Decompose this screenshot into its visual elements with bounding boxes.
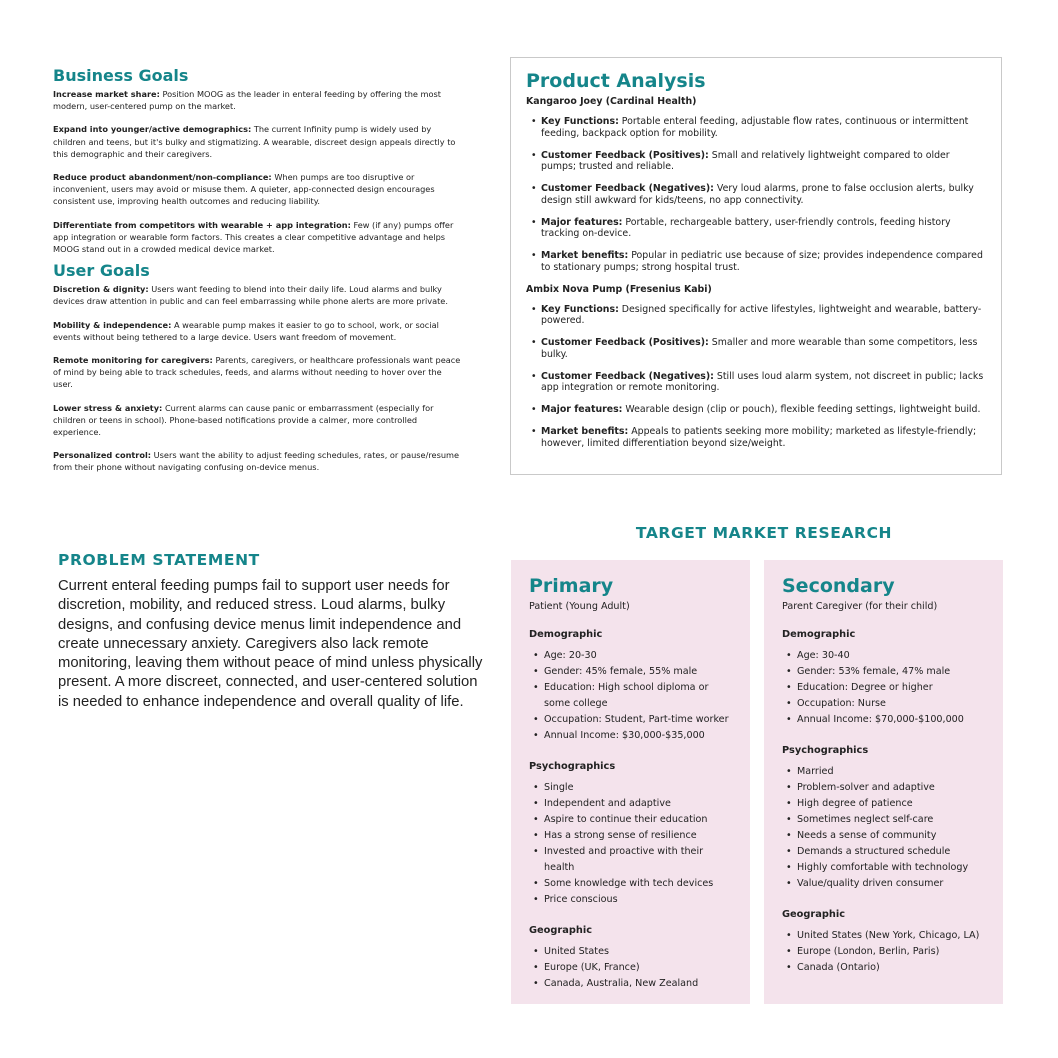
segment-subtitle: Parent Caregiver (for their child) xyxy=(782,601,938,612)
list-item: • Annual Income: $30,000-$35,000 xyxy=(529,728,732,744)
business-goal-item: Increase market share: Position MOOG as the leader in enteral feeding by offering the most modern, user-centered pump on the market. xyxy=(53,89,441,112)
psychographics-list xyxy=(529,780,732,908)
list-item: • Market benefits: Popular in pediatric use because of size; provides independence compared to stationary pumps; strong hospital trust. xyxy=(526,250,987,273)
segment-title: Primary xyxy=(529,575,614,597)
business-goals-list xyxy=(53,88,463,255)
product-analysis-box xyxy=(510,57,1002,475)
user-goal-item: Discretion & dignity: Users want feeding to blend into their daily life. Loud alarms and bulky devices draw attention in public and can feel embarrassing while phone alerts are more private. xyxy=(53,284,448,307)
list-item: • Key Functions: Portable enteral feeding, adjustable flow rates, continuous or intermittent feeding, backpack option for mobility. xyxy=(526,116,987,139)
product-name: Kangaroo Joey (Cardinal Health) xyxy=(526,96,697,107)
list-item: • Key Functions: Designed specifically for active lifestyles, lightweight and wearable, battery-powered. xyxy=(526,304,987,327)
user-goal-item: Lower stress & anxiety: Current alarms can cause panic or embarrassment (especially for children or teens in school). Phone-based notifications provide a calmer, more controlled experience. xyxy=(53,402,434,438)
list-item: • Independent and adaptive xyxy=(529,796,732,812)
list-item: • Aspire to continue their education xyxy=(529,812,732,828)
list-item: • Canada, Australia, New Zealand xyxy=(529,976,732,992)
list-item: • High degree of patience xyxy=(782,796,985,812)
list-item: • United States xyxy=(529,944,732,960)
list-item: • Age: 20-30 xyxy=(529,648,732,664)
problem-statement-section xyxy=(58,549,488,712)
list-item: • Major features: Portable, rechargeable battery, user-friendly controls, feeding history tracking on-device. xyxy=(526,217,987,240)
user-goals-title: User Goals xyxy=(53,261,150,281)
list-item: • Canada (Ontario) xyxy=(782,960,985,976)
list-item: • Europe (UK, France) xyxy=(529,960,732,976)
list-item: • Sometimes neglect self-care xyxy=(782,812,985,828)
segment-title: Secondary xyxy=(782,575,895,597)
geographic-list xyxy=(529,944,732,992)
product-analysis-title: Product Analysis xyxy=(526,70,706,92)
business-goal-item: Reduce product abandonment/non-compliance: When pumps are too disruptive or inconvenient, users may avoid or misuse them. A quieter, app-connected design encourages consistent use, improving health outcomes and reducing liability. xyxy=(53,172,435,207)
primary-segment-card xyxy=(511,560,750,1004)
user-goals-list xyxy=(53,283,463,473)
list-item: • Customer Feedback (Negatives): Very loud alarms, prone to false occlusion alerts, bulky design still awkward for kids/teens, no app connectivity. xyxy=(526,183,987,206)
list-item: • Has a strong sense of resilience xyxy=(529,828,732,844)
list-item: • Some knowledge with tech devices xyxy=(529,876,732,892)
list-item: • Major features: Wearable design (clip or pouch), flexible feeding settings, lightweight build. xyxy=(526,404,987,416)
list-item: • Customer Feedback (Positives): Smaller and more wearable than some competitors, less bulky. xyxy=(526,337,987,360)
goals-section xyxy=(53,66,463,485)
demographic-heading: Demographic xyxy=(782,629,856,640)
psychographics-list xyxy=(782,764,985,892)
product-feature-list xyxy=(526,116,987,273)
problem-statement-text: Current enteral feeding pumps fail to support user needs for discretion, mobility, and reduced stress. Loud alarms, bulky designs, and confusing device menus limit independence and create unnecessary anxiety. Caregivers also lack remote monitoring, leaving them without peace of mind unless physically present. A more discreet, connected, and user-centered solution is needed to enhance independence and overall quality of life. xyxy=(58,578,483,710)
list-item: • Price conscious xyxy=(529,892,732,908)
list-item: • Demands a structured schedule xyxy=(782,844,985,860)
geographic-heading: Geographic xyxy=(529,925,593,936)
list-item: • Single xyxy=(529,780,732,796)
secondary-segment-card xyxy=(764,560,1003,1004)
problem-statement-title: PROBLEM STATEMENT xyxy=(58,551,260,569)
list-item: • Customer Feedback (Positives): Small and relatively lightweight compared to older pumps; trusted and reliable. xyxy=(526,150,987,173)
segment-subtitle: Patient (Young Adult) xyxy=(529,601,630,612)
list-item: • Annual Income: $70,000-$100,000 xyxy=(782,712,985,728)
demographic-list xyxy=(529,648,732,744)
list-item: • Gender: 53% female, 47% male xyxy=(782,664,985,680)
list-item: • Occupation: Student, Part-time worker xyxy=(529,712,732,728)
user-goal-item: Mobility & independence: A wearable pump makes it easier to go to school, work, or social events without being tethered to a large device. Users want freedom of movement. xyxy=(53,319,439,342)
list-item: • Invested and proactive with their health xyxy=(529,844,732,876)
list-item: • Needs a sense of community xyxy=(782,828,985,844)
business-goals-title: Business Goals xyxy=(53,66,189,85)
target-market-title: TARGET MARKET RESEARCH xyxy=(635,524,893,542)
psychographics-heading: Psychographics xyxy=(529,761,616,772)
demographic-list xyxy=(782,648,985,728)
list-item: • Occupation: Nurse xyxy=(782,696,985,712)
business-goal-item: Differentiate from competitors with wearable + app integration: Few (if any) pumps offer app integration or wearable form factors. This creates a clear competitive advantage and helps MOOG stand out in a crowded medical device market. xyxy=(53,219,454,255)
list-item: • Married xyxy=(782,764,985,780)
product-feature-list xyxy=(526,304,987,450)
geographic-heading: Geographic xyxy=(782,909,846,920)
list-item: • Education: Degree or higher xyxy=(782,680,985,696)
psychographics-heading: Psychographics xyxy=(782,745,869,756)
geographic-list xyxy=(782,928,985,976)
list-item: • Age: 30-40 xyxy=(782,648,985,664)
list-item: • Value/quality driven consumer xyxy=(782,876,985,892)
list-item: • Problem-solver and adaptive xyxy=(782,780,985,796)
list-item: • Highly comfortable with technology xyxy=(782,860,985,876)
list-item: • Education: High school diploma or some college xyxy=(529,680,732,712)
user-goal-item: Personalized control: Users want the ability to adjust feeding schedules, rates, or pause/resume from their phone without navigating confusing on-device menus. xyxy=(53,450,460,473)
product-name: Ambix Nova Pump (Fresenius Kabi) xyxy=(526,283,712,295)
list-item: • Market benefits: Appeals to patients seeking more mobility; marketed as lifestyle-friendly; however, limited differentiation beyond size/weight. xyxy=(526,426,987,449)
list-item: • United States (New York, Chicago, LA) xyxy=(782,928,985,944)
demographic-heading: Demographic xyxy=(529,629,603,640)
list-item: • Gender: 45% female, 55% male xyxy=(529,664,732,680)
list-item: • Customer Feedback (Negatives): Still uses loud alarm system, not discreet in public; lacks app integration or remote monitoring. xyxy=(526,371,987,394)
business-goal-item: Expand into younger/active demographics: The current Infinity pump is widely used by children and teens, but it's bulky and stigmatizing. A wearable, discreet design appeals directly to this demographic and their caregivers. xyxy=(53,124,456,159)
user-goal-item: Remote monitoring for caregivers: Parents, caregivers, or healthcare professionals want peace of mind by being able to track schedules, feeds, and alarms without needing to hover over the user. xyxy=(53,355,461,390)
list-item: • Europe (London, Berlin, Paris) xyxy=(782,944,985,960)
